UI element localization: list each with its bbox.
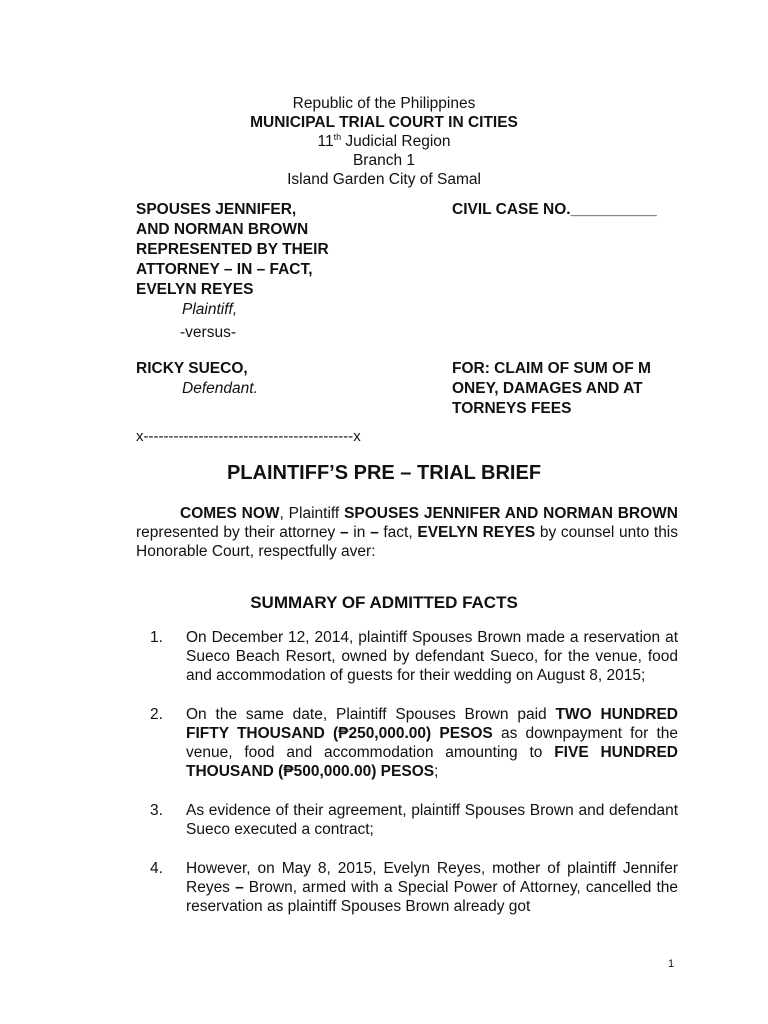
item-text-bold: –: [235, 879, 244, 896]
plaintiff-line: ATTORNEY – IN – FACT,: [136, 261, 313, 278]
caption-republic: Republic of the Philippines: [292, 95, 476, 112]
plaintiff-block: [136, 200, 376, 320]
nature-line: TORNEYS FEES: [452, 400, 572, 417]
intro-paragraph: [136, 504, 678, 561]
plaintiff-line: SPOUSES JENNIFER,: [136, 201, 297, 218]
defendant-role: Defendant.: [182, 380, 258, 397]
item-text: On December 12, 2014, plaintiff Spouses Brown made a reservation at Sueco Beach Resort, owned by defendant Sueco, for the venue, food and accommodation of guests for their wedding on August 8, 2015;: [186, 629, 678, 684]
item-number: 2.: [150, 706, 163, 723]
intro-text: represented by their attorney: [136, 524, 340, 541]
caption-city: Island Garden City of Samal: [287, 171, 481, 188]
intro-text: by counsel unto this Honorable Court, respectfully aver:: [136, 524, 679, 560]
caption-branch: Branch 1: [352, 152, 416, 169]
plaintiff-role: Plaintiff,: [182, 301, 238, 318]
intro-bold: EVELYN REYES: [417, 524, 536, 541]
document-title: PLAINTIFF’S PRE – TRIAL BRIEF: [226, 462, 542, 484]
item-text: As evidence of their agreement, plaintiff Spouses Brown and defendant Sueco executed a contract;: [186, 802, 678, 838]
plaintiff-line: REPRESENTED BY THEIR: [136, 241, 329, 258]
intro-text: fact,: [378, 524, 418, 541]
list-item: [150, 859, 678, 916]
intro-text: , Plaintiff: [279, 505, 345, 522]
caption-separator: x------------------------------------------x: [136, 428, 361, 445]
defendant-name: RICKY SUECO,: [136, 360, 248, 377]
item-text-run: On the same date, Plaintiff Spouses Brown paid: [186, 706, 556, 723]
facts-list: [150, 628, 678, 936]
item-text-run: Brown, armed with a Special Power of Attorney, cancelled the reservation as plaintiff Spouses Brown already got: [186, 879, 678, 915]
region-label: Judicial Region: [341, 133, 451, 150]
item-text-run: ;: [434, 763, 439, 780]
list-item: [150, 801, 678, 839]
region-number: 11: [317, 133, 334, 150]
list-item: [150, 628, 678, 685]
intro-text: in: [348, 524, 371, 541]
plaintiff-line: AND NORMAN BROWN: [136, 221, 309, 238]
list-item: [150, 705, 678, 781]
item-text: [186, 859, 678, 916]
item-number: 4.: [150, 860, 163, 877]
item-amount-bold: TWO HUNDRED FIFTY THOUSAND (₱250,000.00) PESOS: [186, 706, 678, 742]
page-number: 1: [668, 958, 675, 970]
intro-bold: –: [340, 524, 349, 541]
nature-line: ONEY, DAMAGES AND AT: [452, 380, 643, 397]
item-text: [186, 705, 678, 781]
nature-of-case: [452, 359, 651, 419]
intro-bold: –: [370, 524, 379, 541]
defendant-block: [136, 359, 376, 399]
caption-court-name: MUNICIPAL TRIAL COURT IN CITIES: [250, 114, 518, 131]
region-suffix: th: [333, 132, 342, 142]
court-caption: [0, 94, 768, 189]
caption-judicial-region: [0, 132, 768, 151]
nature-line: FOR: CLAIM OF SUM OF M: [452, 360, 651, 377]
item-number: 3.: [150, 802, 163, 819]
item-amount-bold: FIVE HUNDRED THOUSAND (₱500,000.00) PESOS: [186, 744, 678, 780]
intro-bold: COMES NOW: [180, 505, 280, 522]
item-text-run: as downpayment for the venue, food and accommodation amounting to: [186, 725, 678, 761]
item-text-run: However, on May 8, 2015, Evelyn Reyes, mother of plaintiff Jennifer Reyes: [186, 860, 678, 896]
civil-case-number: CIVIL CASE NO.__________: [452, 201, 657, 218]
item-number: 1.: [150, 629, 163, 646]
plaintiff-line: EVELYN REYES: [136, 281, 254, 298]
section-heading: SUMMARY OF ADMITTED FACTS: [250, 593, 518, 612]
versus-label: -versus-: [180, 324, 236, 341]
intro-bold: SPOUSES JENNIFER AND NORMAN BROWN: [344, 505, 678, 522]
